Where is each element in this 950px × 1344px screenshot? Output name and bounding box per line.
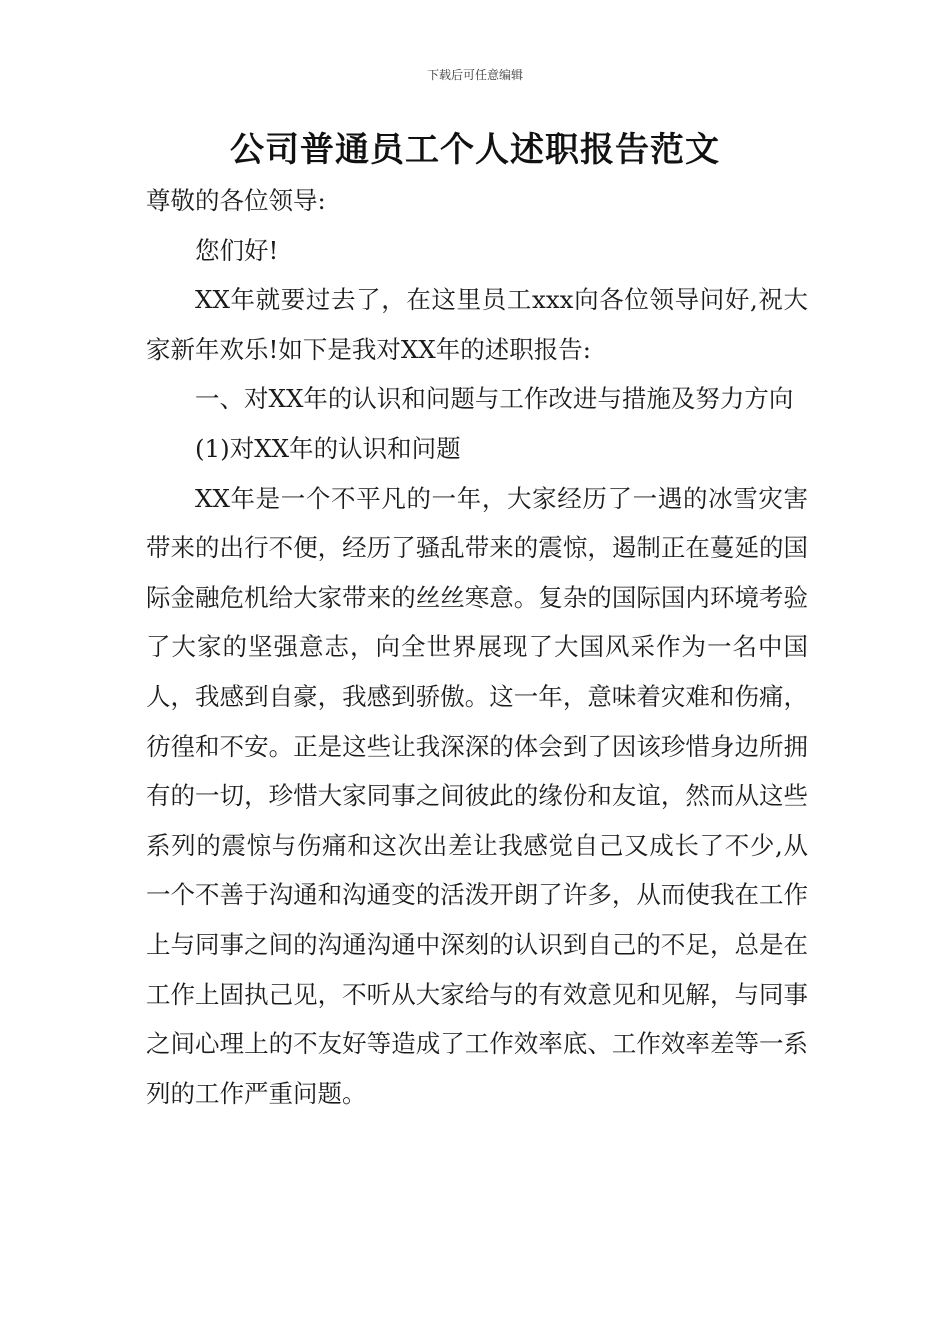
subsection-heading: (1)对XX年的认识和问题 [195,433,461,463]
intro-paragraph: XX年就要过去了，在这里员工xxx向各位领导问好,祝大家新年欢乐!如下是我对XX年的述职报告: [146,285,808,364]
document-title: 公司普通员工个人述职报告范文 [230,130,720,170]
greeting: 您们好! [195,235,279,265]
header-note: 下载后可任意编辑 [426,68,523,82]
body-paragraph: XX年是一个不平凡的一年，大家经历了一遇的冰雪灾害带来的出行不便，经历了骚乱带来的震惊，遏制正在蔓延的国际金融危机给大家带来的丝丝寒意。复杂的国际国内环境考验了大家的坚强意志，向全世界展现了大国风采作为一名中国人，我感到自豪，我感到骄傲。这一年，意味着灾难和伤痛，彷徨和不安。正是这些让我深深的体会到了因该珍惜身边所拥有的一切，珍惜大家同事之间彼此的缘份和友谊，然而从这些系列的震惊与伤痛和这次出差让我感觉自己又成长了不少,从一个不善于沟通和沟通变的活泼开朗了许多，从而使我在工作上与同事之间的沟通沟通中深刻的认识到自己的不足，总是在工作上固执己见，不听从大家给与的有效意见和见解，与同事之间心理上的不友好等造成了工作效率底、工作效率差等一系列的工作严重问题。 [146,483,808,1108]
document-body [146,176,808,1118]
section-heading: 一、对XX年的认识和问题与工作改进与措施及努力方向 [195,384,794,414]
salutation: 尊敬的各位领导: [146,186,326,215]
